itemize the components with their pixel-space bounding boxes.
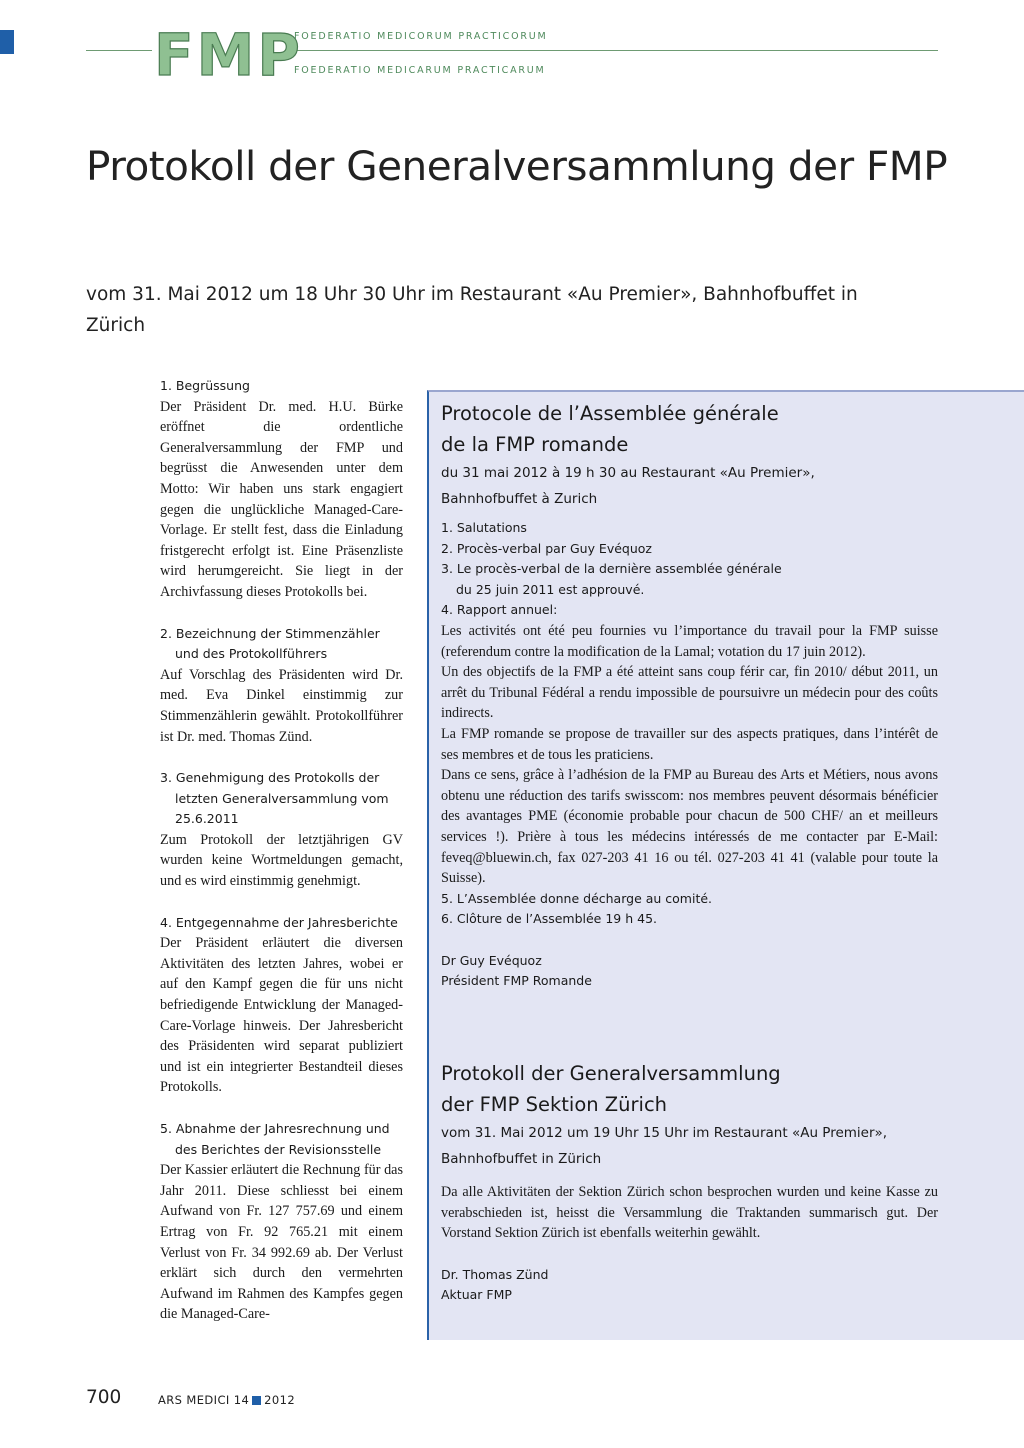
section-heading: 4. Entgegennahme der Jahresberichte [160, 914, 398, 930]
corner-marker [0, 30, 14, 54]
section-approval-minutes [160, 768, 403, 892]
zuerich-paragraph: Da alle Aktivitäten der Sektion Zürich schon besprochen wurden und keine Kasse zu verabschieden ist, heisst die Versammlung die Traktanden summarisch gut. Der Vorstand Sektion Zürich ist ebenfalls weiterhin gewählt. [441, 1184, 938, 1242]
section-heading: 5. Abnahme der Jahresrechnung und des Berichtes der Revisionsstelle [160, 1121, 390, 1157]
section-vote-counters [160, 624, 403, 748]
header-rule-left [86, 50, 152, 51]
romande-protocol [441, 398, 938, 992]
header-tagline-male: FOEDERATIO MEDICORUM PRACTICORUM [294, 31, 548, 42]
zuerich-subtitle: vom 31. Mai 2012 um 19 Uhr 15 Uhr im Restaurant «Au Premier», [441, 1125, 888, 1141]
journal-name: ARS MEDICI 14 [158, 1393, 250, 1407]
section-body: Auf Vorschlag des Präsidenten wird Dr. med. Eva Dinkel einstimmig zur Stimmenzählerin gewählt. Protokollführer ist Dr. med. Thomas Zünd. [160, 666, 403, 745]
header-rule-right [290, 50, 938, 51]
section-heading: 2. Bezeichnung der Stimmenzähler und des Protokollführers [160, 625, 380, 662]
section-heading: 3. Genehmigung des Protokolls der letzten Generalversammlung vom 25.6.2011 [160, 770, 389, 827]
romande-paragraph: La FMP romande se propose de travailler sur des aspects pratiques, dans l’intérêt de ses membres et de tous les praticiens. [441, 725, 938, 763]
zuerich-title: Protokoll der Generalversammlung [441, 1062, 781, 1085]
romande-paragraph: Un des objectifs de la FMP a été atteint sans coup férir car, fin 2010/ début 2011, un arrêt du Tribunal Fédéral a rendu impossible de poursuivre un médecin pour des coûts indirects. [441, 664, 938, 722]
romande-item: 3. Le procès-verbal de la dernière assemblée générale [441, 561, 782, 577]
romande-title: Protocole de l’Assemblée générale [441, 402, 779, 425]
page-number: 700 [86, 1387, 122, 1408]
header-tagline-female: FOEDERATIO MEDICARUM PRACTICARUM [294, 65, 546, 76]
romande-item-continued: du 25 juin 2011 est approuvé. [456, 581, 645, 597]
romande-paragraph: Dans ce sens, grâce à l’adhésion de la FMP au Bureau des Arts et Métiers, nous avons obtenu une réduction des tarifs swisscom: nos membres peuvent désormais bénéficier des avantages PME (économie probable pour chacun de 500 CHF/ an et meilleurs services !). Prière à tous les médecins intéressés de me contacter par E-Mail: feveq@bluewin.ch, fax 027-203 41 16 ou tél. 027-203 41 41 (valable pour toute la Suisse). [441, 767, 938, 887]
romande-signature-role: Président FMP Romande [441, 973, 592, 989]
romande-item: 6. Clôture de l’Assemblée 19 h 45. [441, 911, 658, 927]
sidebar-box [427, 390, 1024, 1340]
journal-year: 2012 [264, 1393, 296, 1407]
page-subtitle: vom 31. Mai 2012 um 18 Uhr 30 Uhr im Restaurant «Au Premier», Bahnhofbuffet in Zürich [86, 284, 858, 336]
zuerich-signature-role: Aktuar FMP [441, 1287, 512, 1303]
zuerich-subtitle-line2: Bahnhofbuffet in Zürich [441, 1151, 602, 1167]
section-body: Der Präsident erläutert die diversen Aktivitäten des letzten Jahres, wobei er auf den Kampf gegen die für uns nicht befriedigende Entwicklung der Managed-Care-Vorlage hinweis. Der Jahresbericht des Präsidenten wird separat publiziert und ist ein integrierter Bestandteil dieses Protokolls. [160, 935, 403, 1096]
section-body: Der Präsident Dr. med. H.U. Bürke eröffnet die ordentliche Generalversammlung der FMP und begrüsst die Anwesenden unter dem Motto: Wir haben uns stark engagiert gegen die unglückliche Managed-Care-Vorlage. Er stellt fest, dass die Einladung fristgerecht erfolgt ist. Eine Präsenzliste wird herumgereicht. Sie liegt in der Archivfassung dieses Protokolls bei. [160, 398, 403, 600]
romande-subtitle: du 31 mai 2012 à 19 h 30 au Restaurant «Au Premier», [441, 465, 815, 481]
romande-signature-name: Dr Guy Evéquoz [441, 952, 542, 968]
section-body: Der Kassier erläutert die Rechnung für das Jahr 2011. Diese schliesst bei einem Aufwand von Fr. 127 757.69 und einem Ertrag von Fr. 92 765.21 mit einem Verlust von Fr. 34 992.69 ab. Der Verlust erklärt sich durch den vermehrten Aufwand im Rahmen des Kampfes gegen die Managed-Care- [160, 1162, 403, 1323]
zuerich-signature-name: Dr. Thomas Zünd [441, 1266, 549, 1282]
romande-title-line2: de la FMP romande [441, 433, 629, 456]
journal-footer [158, 1393, 295, 1407]
romande-subtitle-line2: Bahnhofbuffet à Zurich [441, 491, 598, 507]
zuerich-protocol [441, 1058, 938, 1306]
page-title: Protokoll der Generalversammlung der FMP [86, 142, 948, 190]
romande-paragraph: Les activités ont été peu fournies vu l’importance du travail pour la FMP suisse (referendum contre la modification de la Lamal; votation du 17 juin 2012). [441, 622, 938, 660]
zuerich-title-line2: der FMP Sektion Zürich [441, 1093, 668, 1116]
romande-item: 4. Rapport annuel: [441, 602, 558, 618]
fmp-logo: FMP [154, 21, 303, 89]
square-icon [252, 1396, 261, 1405]
section-welcome [160, 376, 403, 603]
romande-item: 2. Procès-verbal par Guy Evéquoz [441, 540, 652, 556]
section-annual-reports [160, 913, 403, 1098]
section-body: Zum Protokoll der letztjährigen GV wurden keine Wortmeldungen gemacht, und es wird einstimmig genehmigt. [160, 831, 403, 890]
romande-item: 5. L’Assemblée donne décharge au comité. [441, 890, 713, 906]
section-accounts [160, 1119, 403, 1325]
romande-item: 1. Salutations [441, 520, 527, 535]
minutes-column [160, 376, 403, 1346]
section-heading: 1. Begrüssung [160, 378, 250, 393]
